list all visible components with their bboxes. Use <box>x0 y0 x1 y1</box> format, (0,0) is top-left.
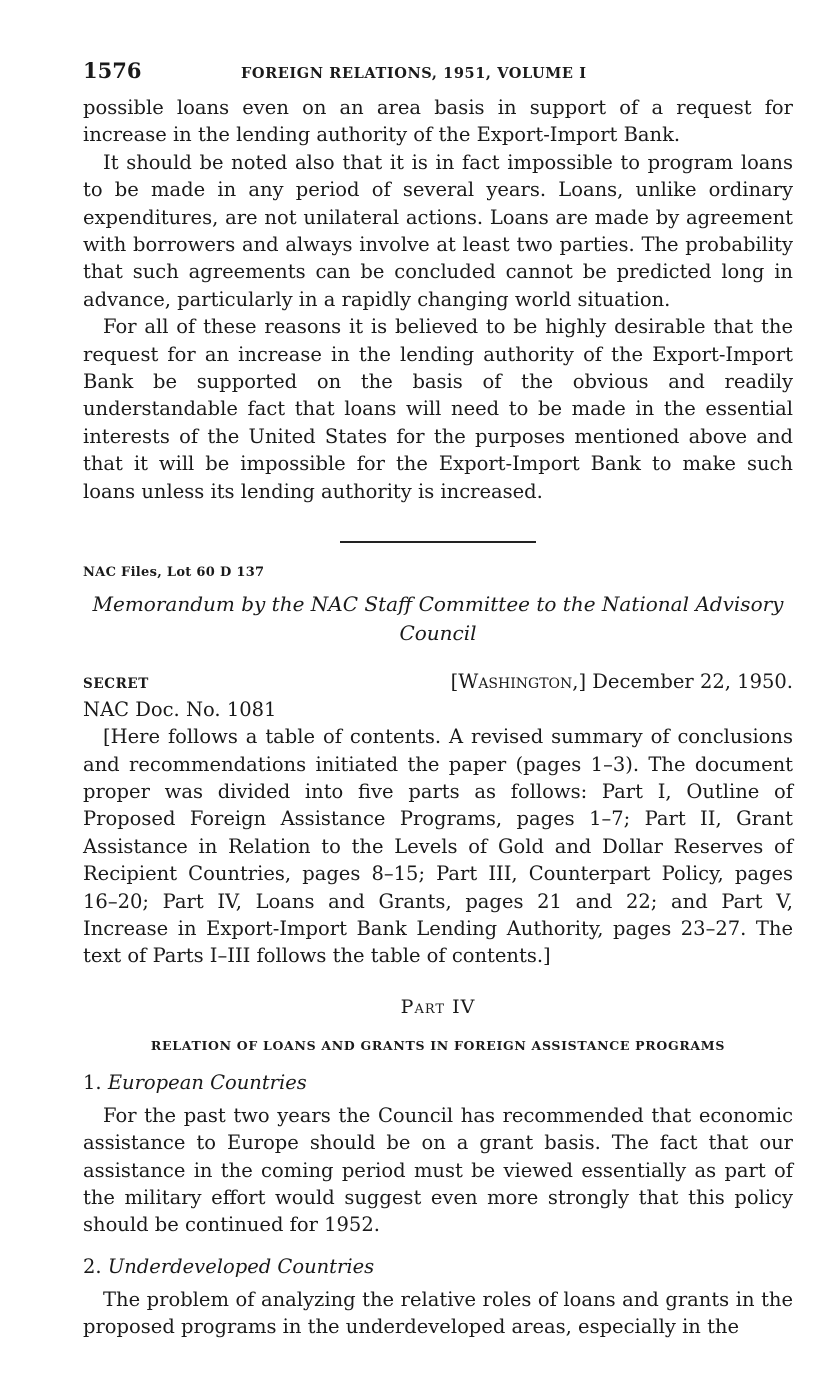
section-text-european: For the past two years the Council has recommended that economic assistance to Europe should be on a grant basis. The fact that our assistance in the coming period must be viewed essentially as part of the military effort would suggest even more strongly that this policy should be continued for 1952. <box>83 1103 793 1237</box>
part-heading: Part IV <box>400 995 476 1018</box>
section-number: 1. <box>83 1070 102 1094</box>
document-meta <box>83 670 793 693</box>
classification-label: SECRET <box>83 676 149 693</box>
page-header <box>83 58 793 94</box>
date-label: December 22, 1950. <box>592 670 793 694</box>
document-number: NAC Doc. No. 1081 <box>83 698 277 722</box>
section-heading-european <box>83 1069 793 1096</box>
part-subtitle: RELATION OF LOANS AND GRANTS IN FOREIGN ASSISTANCE PROGRAMS <box>150 1037 726 1053</box>
document-title: Memorandum by the NAC Staff Committee to the National Advisory Council <box>92 592 784 646</box>
document-page <box>83 58 793 1341</box>
section-number: 2. <box>83 1254 102 1278</box>
continuation-paragraph: possible loans even on an area basis in support of a request for increase in the lending authority of the Export-Import Bank. <box>83 96 793 147</box>
editorial-note: [Here follows a table of contents. A revised summary of conclusions and recommendations initiated the paper (pages 1–3). The document proper was divided into five parts as follows: Part I, Outline of Proposed Foreign Assistance Programs, pages 1–7; Part II, Grant Assistance in Relation to the Levels of Gold and Dollar Reserves of Recipient Countries, pages 8–15; Part III, Counterpart Policy, pages 16–20; Part IV, Loans and Grants, pages 21 and 22; and Part V, Increase in Export-Import Bank Lending Authority, pages 23–27. The text of Parts I–III follows the table of contents.] <box>83 725 793 968</box>
section-title: European Countries <box>107 1070 307 1094</box>
page-number: 1576 <box>83 58 142 83</box>
section-divider <box>340 541 536 543</box>
section-heading-underdeveloped <box>83 1253 793 1280</box>
paragraph-program-loans: It should be noted also that it is in fact impossible to program loans to be made in any period of several years. Loans, unlike ordinary expenditures, are not unilateral actions. Loans are made by agreement with borrowers and always involve at least two parties. The probability that such agreements can be concluded cannot be predicted long in advance, particularly in a rapidly changing world situation. <box>83 150 793 311</box>
section-text-underdeveloped: The problem of analyzing the relative roles of loans and grants in the proposed programs in the underdeveloped areas, especially in the <box>83 1287 793 1339</box>
section-title: Underdeveloped Countries <box>107 1254 375 1278</box>
paragraph-lending-authority: For all of these reasons it is believed to be highly desirable that the request for an increase in the lending authority of the Export-Import Bank be supported on the basis of the obvious and readily understandable fact that loans will need to be made in the essential interests of the United States for the purposes mentioned above and that it will be impossible for the Export-Import Bank to make such loans unless its lending authority is increased. <box>83 315 793 503</box>
source-note: NAC Files, Lot 60 D 137 <box>83 565 265 581</box>
running-title: FOREIGN RELATIONS, 1951, VOLUME I <box>241 65 587 82</box>
place-label: [Washington,] <box>450 670 587 694</box>
dateline <box>451 670 793 693</box>
